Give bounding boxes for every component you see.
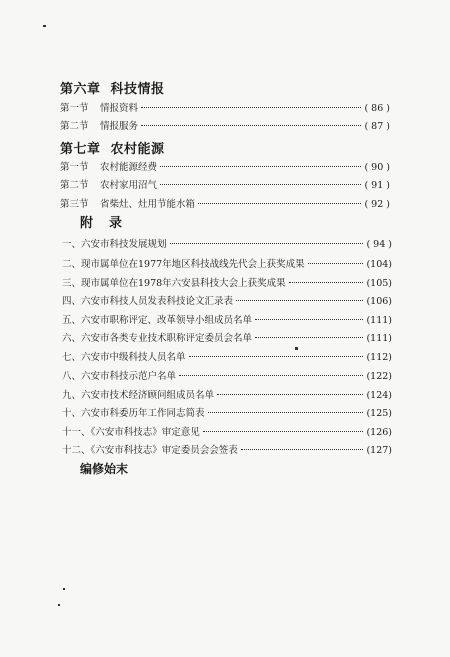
appendix-title: 五、六安市职称评定、改革领导小组成员名单	[62, 315, 253, 326]
page-number: (126)	[366, 427, 392, 438]
page-number: ( 91 )	[364, 180, 390, 191]
section-title: 情报资料	[100, 103, 139, 114]
section-label: 第三节	[60, 199, 89, 210]
section-title: 农村家用沼气	[100, 180, 158, 191]
appendix-entry[interactable]	[62, 313, 392, 329]
toc-entry[interactable]	[60, 197, 390, 213]
page-number: (112)	[366, 352, 392, 363]
appendix-entry[interactable]	[62, 257, 392, 273]
appendix-title: 四、六安市科技人员发表科技论文汇录表	[62, 296, 234, 307]
chapter-number: 第七章	[60, 142, 101, 157]
scan-speck	[58, 604, 60, 606]
toc-entry[interactable]	[60, 178, 390, 194]
page-number: (106)	[366, 296, 392, 307]
dot-leader	[141, 125, 361, 126]
dot-leader	[160, 166, 361, 167]
page-number: (111)	[366, 315, 392, 326]
appendix-entry[interactable]	[62, 388, 392, 404]
page-number: (111)	[366, 333, 392, 344]
appendix-entry[interactable]	[62, 425, 392, 441]
closing-heading: 编修始末	[80, 462, 129, 476]
appendix-title: 十、六安市科委历年工作同志简表	[62, 408, 205, 419]
section-label: 第二节	[60, 180, 89, 191]
dot-leader	[289, 282, 364, 283]
appendix-title: 十二、《六安市科技志》审定委员会会签表	[62, 445, 238, 456]
chapter-heading	[60, 138, 175, 157]
dot-leader	[189, 356, 364, 357]
appendix-title: 八、六安市科技示范户名单	[62, 371, 177, 382]
dot-leader	[308, 263, 364, 264]
page-number: ( 90 )	[364, 162, 390, 173]
appendix-entry[interactable]	[62, 276, 392, 292]
dot-leader	[255, 319, 363, 320]
appendix-entry[interactable]	[62, 443, 392, 459]
chapter-name: 科技情报	[110, 82, 165, 97]
appendix-entry[interactable]	[62, 294, 392, 310]
page-number: (125)	[366, 408, 392, 419]
page-number: (122)	[366, 371, 392, 382]
page-number: (104)	[366, 259, 392, 270]
section-title: 农村能源经费	[100, 162, 158, 173]
appendix-title: 六、六安市各类专业技术职称评定委员会名单	[62, 333, 253, 344]
toc-entry[interactable]	[60, 119, 390, 135]
dot-leader	[255, 337, 363, 338]
toc-entry[interactable]	[60, 101, 390, 117]
dot-leader	[236, 300, 363, 301]
dot-leader	[208, 412, 364, 413]
appendix-title: 九、六安市技术经济顾问组成员名单	[62, 390, 215, 401]
dot-leader	[241, 449, 364, 450]
dot-leader	[170, 243, 364, 244]
section-label: 第一节	[60, 162, 89, 173]
dot-leader	[141, 107, 361, 108]
appendix-title: 三、现市属单位在1978年六安县科技大会上获奖成果	[62, 278, 286, 289]
dot-leader	[198, 203, 361, 204]
dot-leader	[217, 394, 363, 395]
dot-leader	[203, 431, 364, 432]
page-number: ( 86 )	[364, 103, 390, 114]
appendix-entry[interactable]	[62, 331, 392, 347]
appendix-heading: 附录	[80, 216, 139, 231]
page-number: (105)	[366, 278, 392, 289]
page-number: ( 87 )	[364, 121, 390, 132]
section-title: 省柴灶、灶用节能水箱	[100, 199, 196, 210]
appendix-entry[interactable]	[62, 237, 392, 253]
page-number: (127)	[366, 445, 392, 456]
page-number: ( 94 )	[366, 239, 392, 250]
appendix-title: 十一、《六安市科技志》审定意见	[62, 427, 200, 438]
section-label: 第二节	[60, 121, 89, 132]
appendix-title: 一、六安市科技发展规划	[62, 239, 167, 250]
dot-leader	[160, 184, 361, 185]
appendix-entry[interactable]	[62, 350, 392, 366]
chapter-heading	[60, 78, 175, 97]
page-number: ( 92 )	[364, 199, 390, 210]
page-number: (124)	[366, 390, 392, 401]
appendix-entry[interactable]	[62, 369, 392, 385]
section-label: 第一节	[60, 103, 89, 114]
section-title: 情报服务	[100, 121, 139, 132]
dot-leader	[179, 375, 363, 376]
appendix-entry[interactable]	[62, 406, 392, 422]
chapter-number: 第六章	[60, 82, 101, 97]
appendix-title: 二、现市属单位在1977年地区科技战线先代会上获奖成果	[62, 259, 305, 270]
scan-speck	[43, 25, 46, 27]
scan-speck	[63, 588, 65, 590]
scan-speck	[295, 347, 298, 350]
chapter-name: 农村能源	[110, 142, 165, 157]
toc-entry[interactable]	[60, 160, 390, 176]
appendix-title: 七、六安市中级科技人员名单	[62, 352, 186, 363]
